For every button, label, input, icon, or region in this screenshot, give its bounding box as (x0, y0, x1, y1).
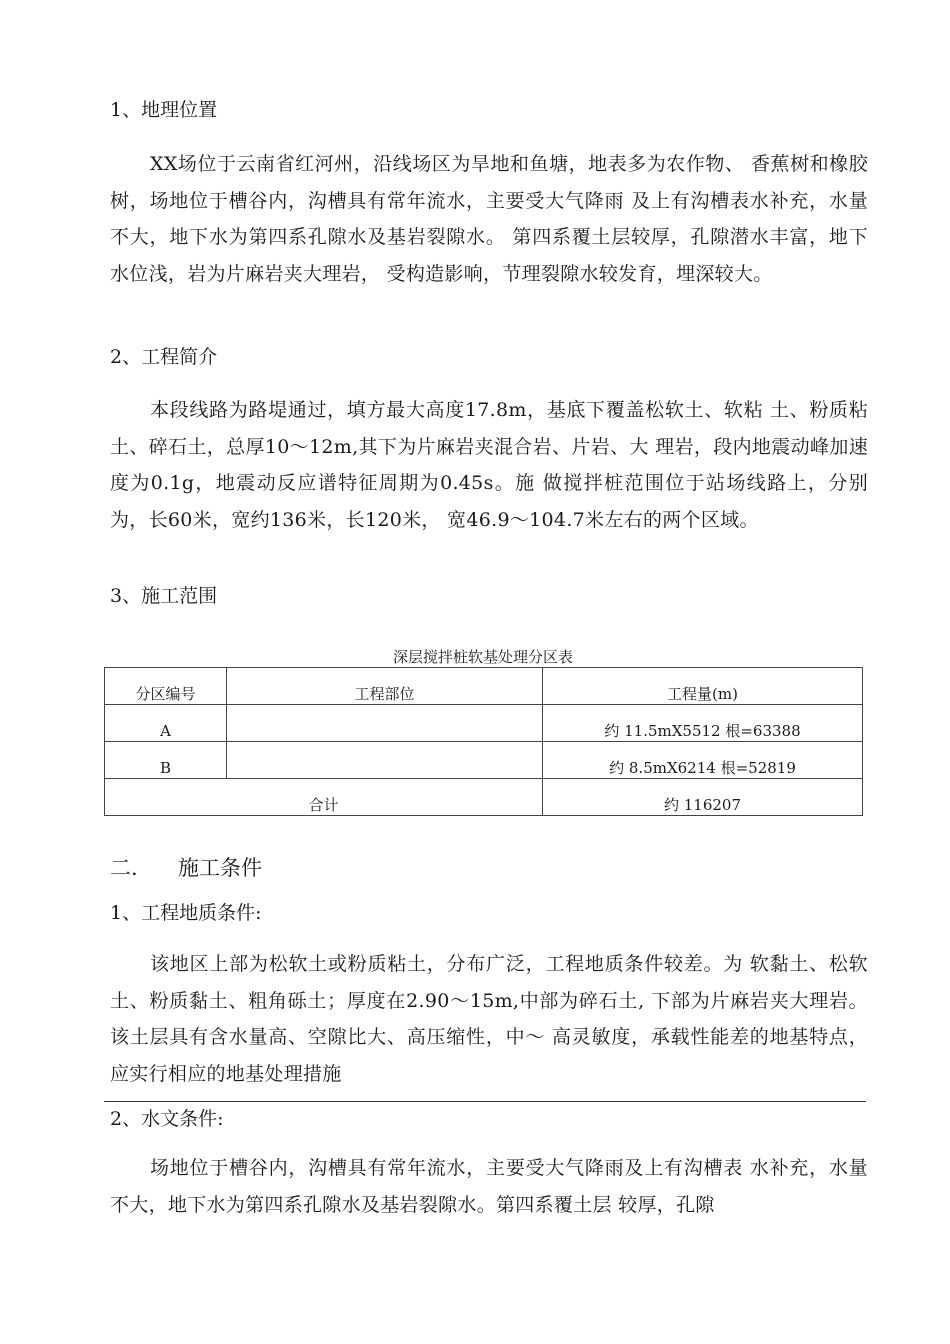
cell-quantity: 约 8.5mX6214 根=52819 (543, 742, 863, 779)
table-row (105, 742, 863, 779)
cell-total-label: 合计 (105, 779, 543, 816)
heading-project-intro: 2、工程简介 (110, 346, 218, 368)
table-row (105, 705, 863, 742)
zone-table (104, 667, 863, 816)
heading-scope: 3、施工范围 (110, 585, 218, 607)
header-part: 工程部位 (227, 668, 543, 705)
table-total-row (105, 779, 863, 816)
paragraph-project-intro: 本段线路为路堤通过，填方最大高度17.8m，基底下覆盖松软土、软粘 土、粉质粘土、碎石土，总厚10〜12m,其下为片麻岩夹混合岩、片岩、大 理岩，段内地震动峰加速度为0.1g，地震动反应谱特征周期为0.45s。施 做搅拌桩范围位于站场线路上，分别为，长60米，宽约136米，长120米， 宽46.9〜104.7米左右的两个区域。 (110, 399, 868, 531)
heading-hydrology: 2、水文条件: (110, 1108, 224, 1130)
cell-total-value: 约 116207 (543, 779, 863, 816)
cell-part (227, 742, 543, 779)
cell-zone: A (105, 705, 227, 742)
table-header-row (105, 668, 863, 705)
table-caption: 深层搅拌桩软基处理分区表 (392, 648, 573, 666)
section-number: 二. (110, 856, 138, 880)
cell-zone: B (105, 742, 227, 779)
section-title (110, 854, 262, 882)
heading-location: 1、地理位置 (110, 99, 218, 121)
divider (104, 1101, 866, 1102)
cell-quantity: 约 11.5mX5512 根=63388 (543, 705, 863, 742)
header-zone: 分区编号 (105, 668, 227, 705)
header-quantity: 工程量(m) (543, 668, 863, 705)
cell-part (227, 705, 543, 742)
paragraph-geology: 该地区上部为松软土或粉质粘土，分布广泛，工程地质条件较差。为 软黏土、松软土、粉质黏土、粗角砾土；厚度在2.90〜15m,中部为碎石土, 下部为片麻岩夹大理岩。该土层具有含水量高、空隙比大、高压缩性，中〜 高灵敏度，承载性能差的地基特点，应实行相应的地基处理措施 (110, 953, 868, 1085)
paragraph-hydrology: 场地位于槽谷内，沟槽具有常年流水，主要受大气降雨及上有沟槽表 水补充，水量不大，地下水为第四系孔隙水及基岩裂隙水。第四系覆土层 较厚，孔隙 (110, 1157, 868, 1216)
heading-geology: 1、工程地质条件: (110, 902, 262, 924)
paragraph-location: XX场位于云南省红河州，沿线场区为旱地和鱼塘，地表多为农作物、 香蕉树和橡胶树，场地位于槽谷内，沟槽具有常年流水，主要受大气降雨 及上有沟槽表水补充，水量不大，地下水为第四系孔隙水及基岩裂隙水。 第四系覆土层较厚，孔隙潜水丰富，地下水位浅，岩为片麻岩夹大理岩， 受构造影响，节理裂隙水较发育，埋深较大。 (110, 153, 868, 285)
section-title-text: 施工条件 (178, 856, 262, 880)
